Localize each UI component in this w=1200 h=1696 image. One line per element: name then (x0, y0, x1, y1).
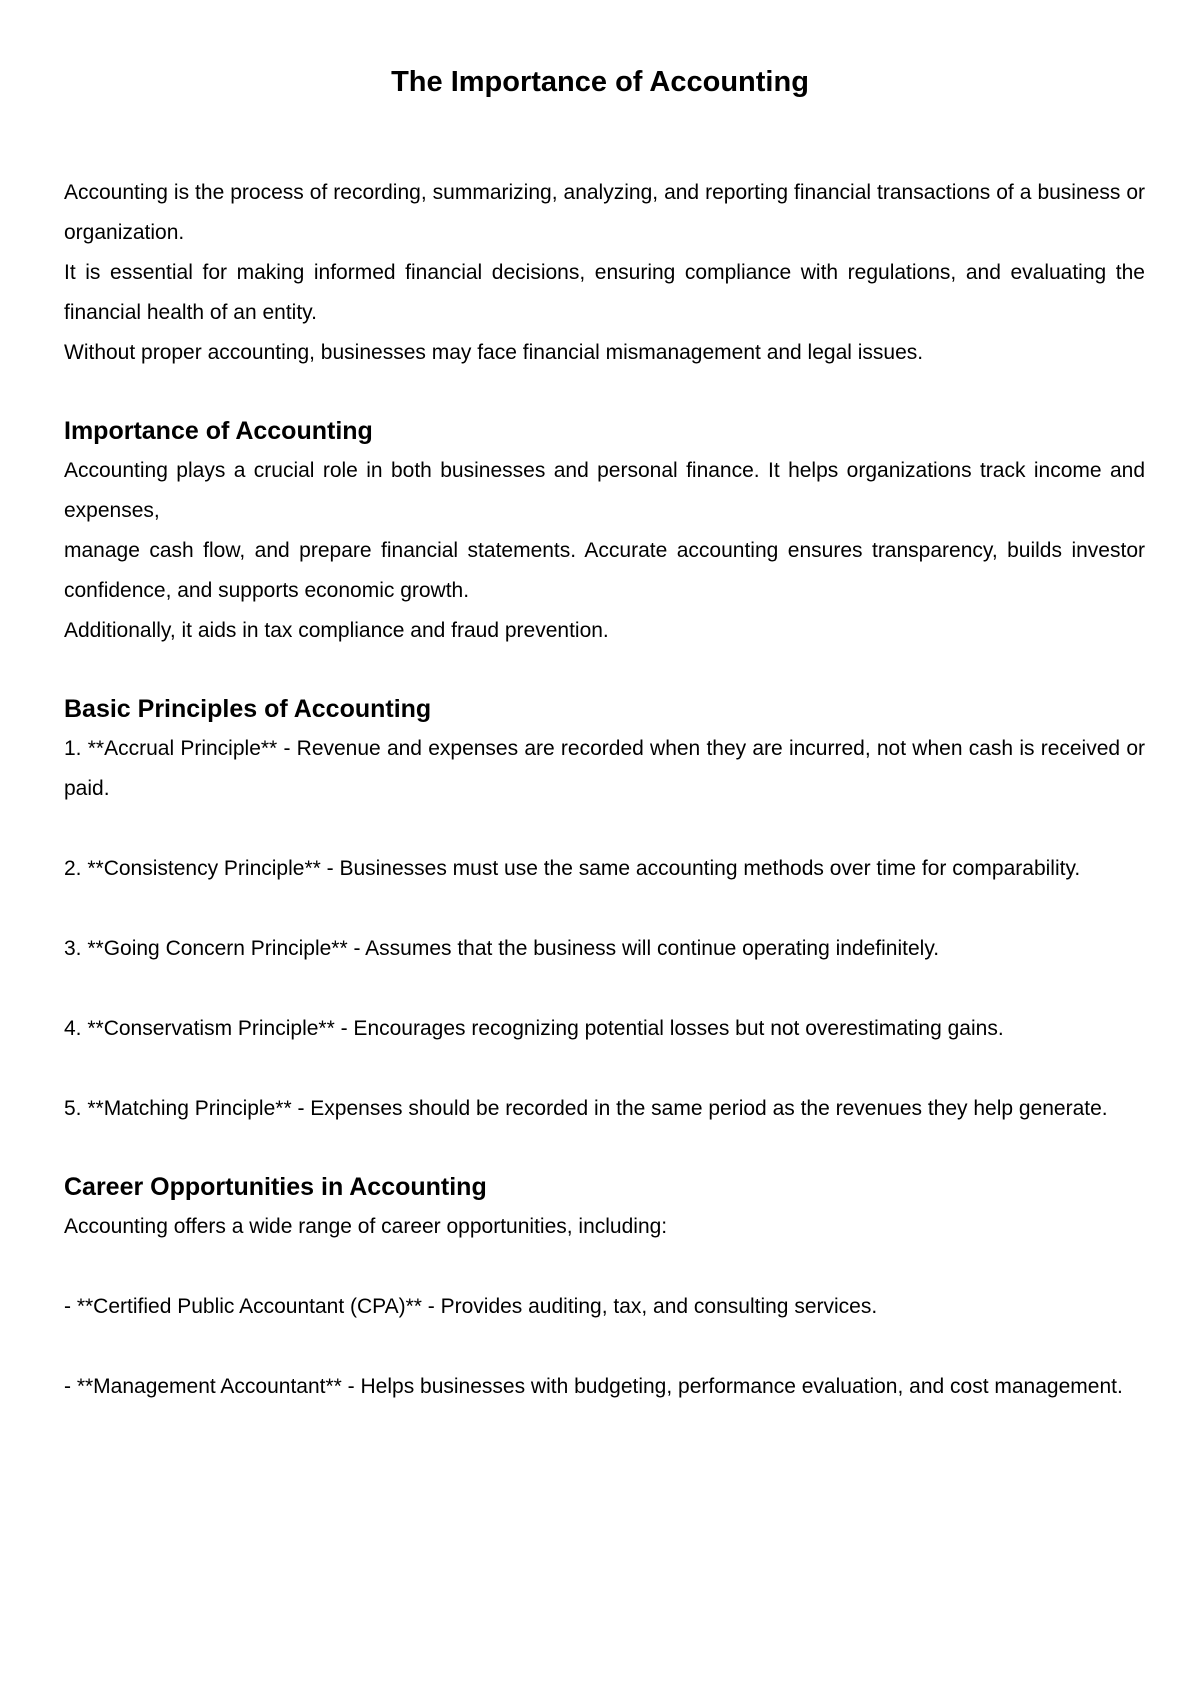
intro-paragraph: Accounting is the process of recording, summarizing, analyzing, and reporting financial transactions of a business or organization. (64, 181, 1145, 244)
principle-item: 4. **Conservatism Principle** - Encourages recognizing potential losses but not overestimating gains. (64, 1017, 1004, 1040)
intro-paragraph: It is essential for making informed financial decisions, ensuring compliance with regulations, and evaluating the financial health of an entity. (64, 261, 1145, 324)
section-paragraph: manage cash flow, and prepare financial statements. Accurate accounting ensures transparency, builds investor confidence, and supports economic growth. (64, 539, 1145, 602)
intro-paragraph: Without proper accounting, businesses may face financial mismanagement and legal issues. (64, 341, 924, 364)
document-body (64, 173, 1145, 1407)
careers-intro: Accounting offers a wide range of career opportunities, including: (64, 1215, 668, 1238)
career-item: - **Management Accountant** - Helps businesses with budgeting, performance evaluation, and cost management. (64, 1375, 1123, 1398)
document-title: The Importance of Accounting (391, 66, 809, 98)
section-paragraph: Additionally, it aids in tax compliance and fraud prevention. (64, 619, 609, 642)
section-heading-principles: Basic Principles of Accounting (64, 695, 432, 723)
principle-item: 1. **Accrual Principle** - Revenue and expenses are recorded when they are incurred, not when cash is received or paid. (64, 737, 1145, 800)
principle-item: 2. **Consistency Principle** - Businesses must use the same accounting methods over time for comparability. (64, 857, 1081, 880)
principle-item: 3. **Going Concern Principle** - Assumes that the business will continue operating indefinitely. (64, 937, 940, 960)
career-item: - **Certified Public Accountant (CPA)** - Provides auditing, tax, and consulting services. (64, 1295, 878, 1318)
section-paragraph: Accounting plays a crucial role in both businesses and personal finance. It helps organizations track income and expenses, (64, 459, 1145, 522)
section-heading-importance: Importance of Accounting (64, 417, 373, 445)
section-heading-careers: Career Opportunities in Accounting (64, 1173, 487, 1201)
principle-item: 5. **Matching Principle** - Expenses should be recorded in the same period as the revenues they help generate. (64, 1097, 1108, 1120)
